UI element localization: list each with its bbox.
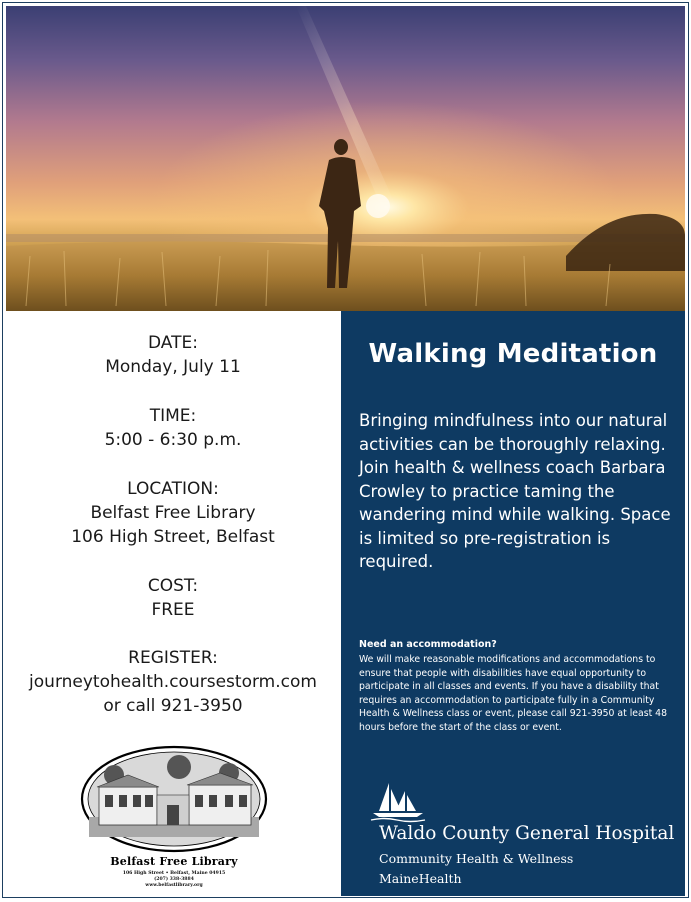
hospital-department: Community Health & Wellness bbox=[379, 851, 574, 866]
location-section bbox=[6, 477, 340, 549]
hospital-name: Waldo County General Hospital bbox=[379, 823, 675, 844]
cost-label: COST: bbox=[147, 576, 199, 596]
event-title: Walking Meditation bbox=[368, 339, 658, 369]
accommodation-text: We will make reasonable modifications and accommodations to ensure that people with disabilities have equal opportunity to participate in all classes and events. If you have a disability that requires an accommodation to participate fully in a Community Health & Wellness class or event, please call 921-3950 at least 48 hours before the start of the class or event. bbox=[359, 654, 668, 733]
library-website: www.belfastlibrary.org bbox=[145, 883, 203, 888]
register-label: REGISTER: bbox=[128, 648, 218, 668]
sailboat-icon bbox=[369, 781, 429, 823]
description-panel bbox=[341, 311, 685, 896]
time-value: 5:00 - 6:30 p.m. bbox=[104, 430, 242, 450]
date-value: Monday, July 11 bbox=[105, 357, 241, 377]
event-description: Bringing mindfulness into our natural activities can be thoroughly relaxing. Join health & wellness coach Barbara Crowley to practice taming the wandering mind while walking. Space is limited so pre-registration is required. bbox=[359, 411, 671, 571]
register-phone: or call 921-3950 bbox=[103, 696, 243, 716]
date-label: DATE: bbox=[148, 333, 198, 353]
accommodation-heading: Need an accommodation? bbox=[359, 639, 497, 650]
time-label: TIME: bbox=[149, 406, 197, 426]
location-label: LOCATION: bbox=[127, 479, 219, 499]
belfast-library-logo bbox=[79, 745, 269, 895]
cost-section bbox=[6, 574, 340, 622]
library-address: 106 High Street • Belfast, Maine 04915 bbox=[122, 871, 226, 876]
library-phone: (207) 338-3884 bbox=[154, 877, 194, 882]
register-section bbox=[6, 646, 340, 718]
register-url[interactable]: journeytohealth.coursestorm.com bbox=[29, 672, 317, 692]
event-details-column bbox=[6, 311, 340, 896]
hero-photo bbox=[6, 6, 685, 311]
flyer bbox=[2, 2, 689, 898]
location-address: 106 High Street, Belfast bbox=[71, 527, 275, 547]
date-section bbox=[6, 331, 340, 379]
library-building-icon bbox=[79, 745, 269, 855]
hospital-network: MaineHealth bbox=[379, 871, 462, 886]
sunset-field-illustration bbox=[6, 6, 685, 311]
cost-value: FREE bbox=[151, 600, 195, 620]
library-name: Belfast Free Library bbox=[110, 855, 238, 868]
location-name: Belfast Free Library bbox=[90, 503, 256, 523]
time-section bbox=[6, 404, 340, 452]
